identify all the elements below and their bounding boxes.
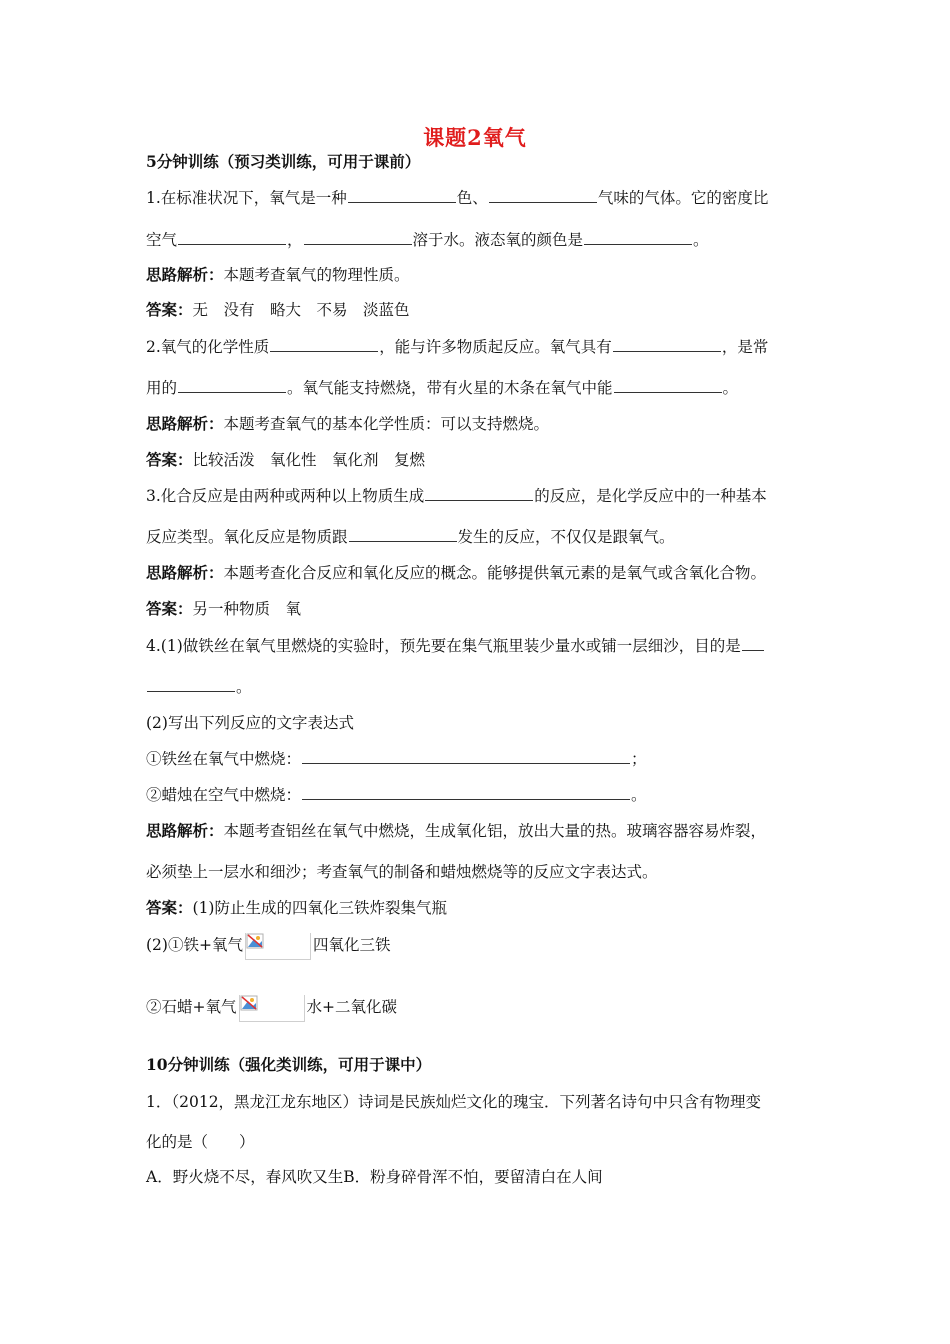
q4-blank-2[interactable] [302,749,630,764]
q4-line1: 4.(1)做铁丝在氧气里燃烧的实验时，预先要在集气瓶里装少量水或铺一层细沙，目的是 [146,636,765,656]
q3-analysis: 思路解析：本题考查化合反应和氧化反应的概念。能够提供氧元素的是氧气或含氧化合物。 [146,563,767,582]
q4-line4: ①铁丝在氧气中燃烧： ； [146,750,647,768]
q4-blank-1b[interactable] [147,677,235,692]
page-title: 课题2氧气 [423,125,527,150]
q2-line2: 用的 。氧气能支持燃烧，带有火星的木条在氧气中能 。 [146,379,739,397]
q3-line2: 反应类型。氧化反应是物质跟 发生的反应，不仅仅是跟氧气。 [146,528,675,546]
q1-answer: 答案：无 没有 略大 不易 淡蓝色 [146,300,410,319]
q1-blank-2[interactable] [489,188,597,203]
q4-analysis-line1: 思路解析：本题考查铝丝在氧气中燃烧，生成氧化铝，放出大量的热。玻璃容器容易炸裂， [146,821,767,840]
section-header-5min: 5分钟训练（预习类训练，可用于课前） [146,152,421,171]
q1-line2: 空气 ， 溶于水。液态氧的颜色是 。 [146,231,709,249]
q4-blank-1a[interactable] [742,636,764,651]
q3-answer: 答案：另一种物质 氧 [146,599,302,618]
q2-analysis: 思路解析：本题考查氧气的基本化学性质：可以支持燃烧。 [146,414,550,433]
q4-line3: (2)写出下列反应的文字表达式 [146,714,354,732]
broken-image-icon [245,933,311,960]
q4-line5: ②蜡烛在空气中燃烧： 。 [146,786,647,804]
q2-blank-3[interactable] [178,378,286,393]
s2q1-options: A．野火烧不尽，春风吹又生B．粉身碎骨浑不怕，要留清白在人间 [146,1168,603,1186]
q3-blank-2[interactable] [349,527,457,542]
q1-blank-4[interactable] [304,230,412,245]
q3-blank-1[interactable] [425,486,533,501]
q2-blank-2[interactable] [613,337,721,352]
q1-analysis: 思路解析：本题考查氧气的物理性质。 [146,265,410,284]
q1-blank-3[interactable] [178,230,286,245]
broken-image-icon [239,995,305,1022]
s2q1-line1: 1．（2012，黑龙江龙东地区）诗词是民族灿烂文化的瑰宝．下列著名诗句中只含有物理变 [146,1093,762,1111]
q4-analysis-line2: 必须垫上一层水和细沙；考查氧气的制备和蜡烛燃烧等的反应文字表达式。 [146,863,658,881]
q4-line2: 。 [146,677,252,697]
q2-line1: 2.氧气的化学性质 ，能与许多物质起反应。氧气具有 ，是常 [146,338,769,356]
q1-blank-5[interactable] [584,230,692,245]
section-header-10min: 10分钟训练（强化类训练，可用于课中） [146,1055,432,1074]
q4-blank-3[interactable] [302,785,630,800]
q4-answer-line1: 答案：(1)防止生成的四氧化三铁炸裂集气瓶 [146,898,447,917]
q1-blank-1[interactable] [348,188,456,203]
q4-equation-1: (2)①铁+氧气 四氧化三铁 [146,933,390,960]
q1-line1: 1.在标准状况下，氧气是一种 色、 气味的气体。它的密度比 [146,189,769,207]
q2-blank-1[interactable] [270,337,378,352]
q2-answer: 答案：比较活泼 氧化性 氧化剂 复燃 [146,450,426,469]
q2-blank-4[interactable] [614,378,722,393]
q3-line1: 3.化合反应是由两种或两种以上物质生成 的反应，是化学反应中的一种基本 [146,487,767,505]
q4-equation-2: ②石蜡+氧气 水+二氧化碳 [146,995,397,1022]
s2q1-line2: 化的是（ ） [146,1133,255,1151]
